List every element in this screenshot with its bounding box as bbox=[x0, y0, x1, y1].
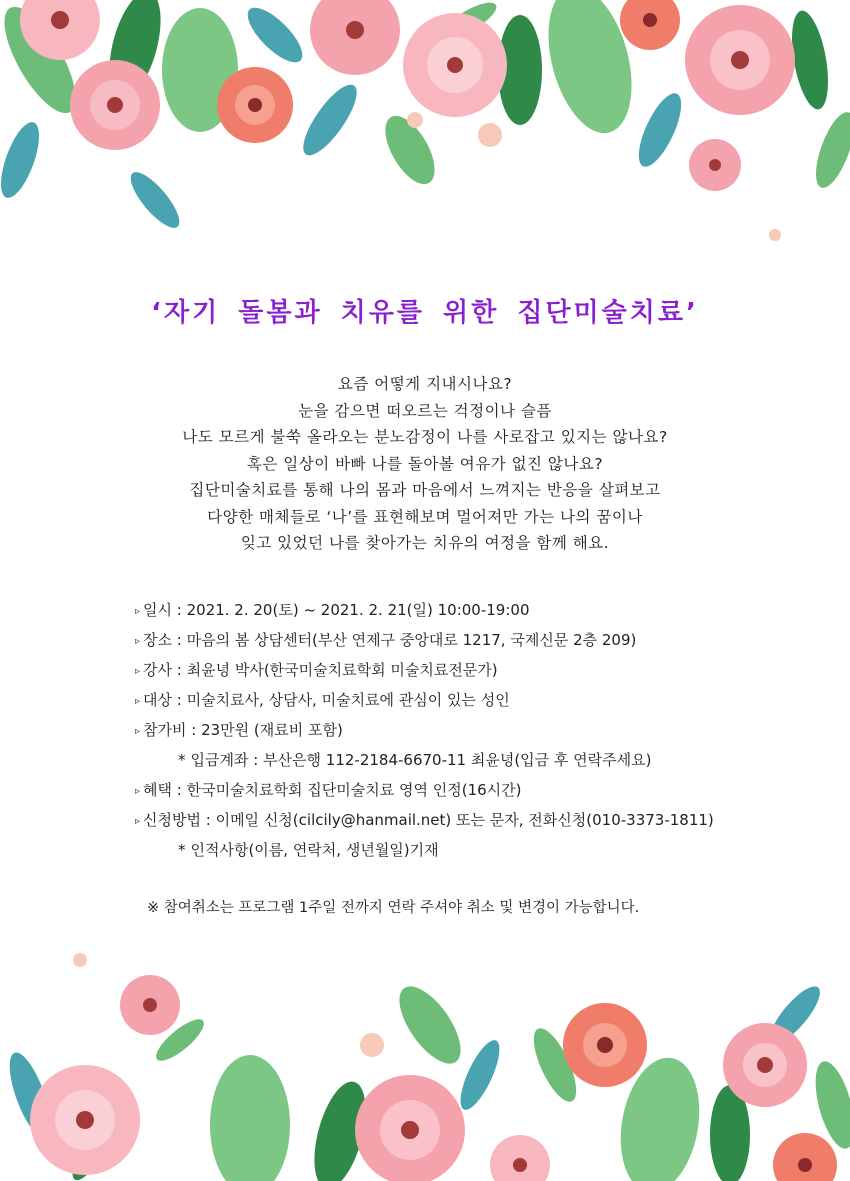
detail-text: 대상 : 미술치료사, 상담사, 미술치료에 관심이 있는 성인 bbox=[143, 691, 510, 709]
intro-text bbox=[0, 371, 850, 557]
detail-fee bbox=[135, 717, 825, 747]
intro-line: 혹은 일상이 바빠 나를 돌아볼 여유가 없진 않나요? bbox=[246, 454, 604, 473]
asterisk-icon: * bbox=[178, 841, 186, 859]
detail-apply bbox=[135, 807, 825, 837]
detail-text: 장소 : 마음의 봄 상담센터(부산 연제구 중앙대로 1217, 국제신문 2층 209) bbox=[143, 631, 637, 649]
detail-account bbox=[135, 747, 825, 777]
bullet-icon: ▹ bbox=[135, 816, 141, 827]
detail-date bbox=[135, 597, 825, 627]
asterisk-icon: * bbox=[178, 751, 186, 769]
bullet-icon: ▹ bbox=[135, 606, 141, 617]
bullet-icon: ▹ bbox=[135, 666, 141, 677]
cancellation-notice: ※ 참여취소는 프로그램 1주일 전까지 연락 주셔야 취소 및 변경이 가능합니다. bbox=[147, 900, 640, 916]
poster-title: ‘자기 돌봄과 치유를 위한 집단미술치료’ bbox=[151, 298, 699, 328]
detail-text: 신청방법 : 이메일 신청(cilcily@hanmail.net) 또는 문자, 전화신청(010-3373-1811) bbox=[143, 811, 714, 829]
detail-text: 인적사항(이름, 연락처, 생년월일)기재 bbox=[190, 841, 439, 859]
floral-border-bottom bbox=[0, 945, 850, 1181]
intro-line: 요즘 어떻게 지내시나요? bbox=[337, 375, 513, 393]
detail-text: 일시 : 2021. 2. 20(토) ~ 2021. 2. 21(일) 10:00-19:00 bbox=[143, 601, 530, 619]
detail-text: 강사 : 최윤녕 박사(한국미술치료학회 미술치료전문가) bbox=[143, 661, 498, 679]
bullet-icon: ▹ bbox=[135, 726, 141, 737]
bullet-icon: ▹ bbox=[135, 696, 141, 707]
detail-text: 혜택 : 한국미술치료학회 집단미술치료 영역 인정(16시간) bbox=[143, 781, 522, 799]
detail-place bbox=[135, 627, 825, 657]
detail-text: 참가비 : 23만원 (재료비 포함) bbox=[143, 721, 343, 739]
detail-instructor bbox=[135, 657, 825, 687]
intro-line: 다양한 매체들로 ‘나’를 표현해보며 멀어져만 가는 나의 꿈이나 bbox=[207, 507, 643, 526]
intro-line: 잊고 있었던 나를 찾아가는 치유의 여정을 함께 해요. bbox=[240, 534, 610, 552]
detail-benefit bbox=[135, 777, 825, 807]
bullet-icon: ▹ bbox=[135, 786, 141, 797]
intro-line: 눈을 감으면 떠오르는 걱정이나 슬픔 bbox=[298, 401, 552, 420]
floral-border-top bbox=[0, 0, 850, 250]
bullet-icon: ▹ bbox=[135, 636, 141, 647]
intro-line: 집단미술치료를 통해 나의 몸과 마음에서 느껴지는 반응을 살펴보고 bbox=[189, 481, 661, 499]
detail-audience bbox=[135, 687, 825, 717]
detail-apply-note bbox=[135, 837, 825, 867]
details-list bbox=[135, 597, 825, 867]
detail-text: 입금계좌 : 부산은행 112-2184-6670-11 최윤녕(입금 후 연락주세요) bbox=[190, 751, 652, 769]
intro-line: 나도 모르게 불쑥 올라오는 분노감정이 나를 사로잡고 있지는 않나요? bbox=[182, 428, 668, 446]
